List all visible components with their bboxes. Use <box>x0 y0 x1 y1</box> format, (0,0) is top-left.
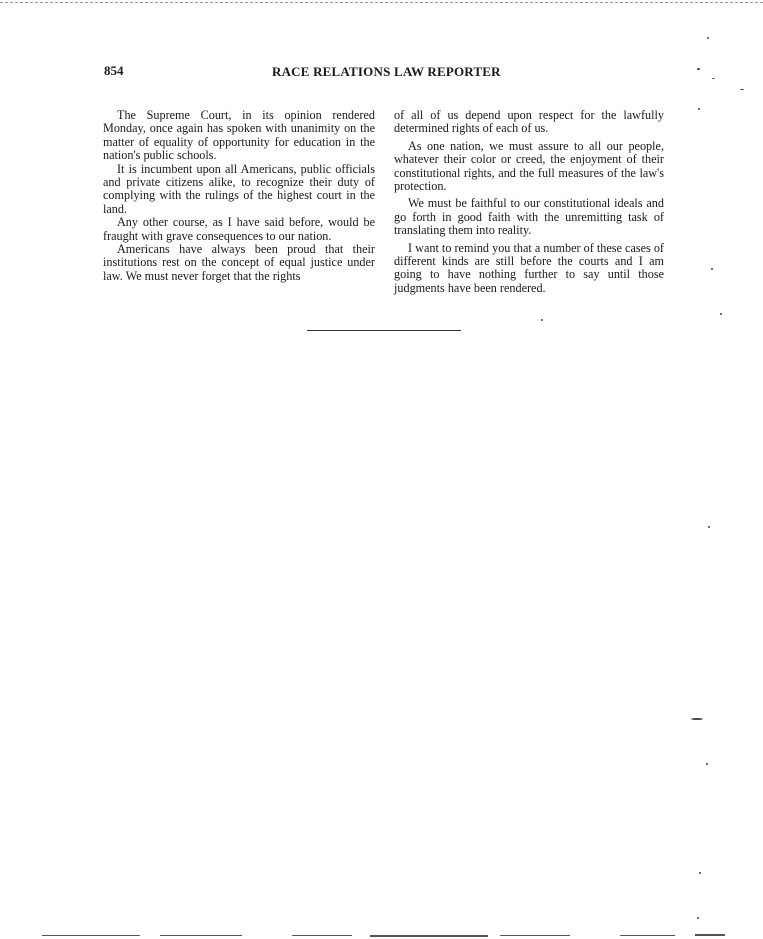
scan-speck <box>708 526 710 528</box>
scan-speck <box>698 108 700 110</box>
scan-speck <box>697 68 700 70</box>
scan-speck <box>711 268 713 270</box>
running-head: RACE RELATIONS LAW REPORTER <box>272 64 501 79</box>
paragraph: As one nation, we must assure to all our people, whatever their color or creed, the enjoyment of their constitutional rights, and the full measures of the law's protection. <box>394 138 664 194</box>
scan-top-edge <box>0 2 763 3</box>
right-column <box>394 109 664 295</box>
scan-bottom-edge <box>695 934 725 936</box>
scan-speck <box>697 917 699 919</box>
scan-bottom-edge <box>620 935 675 936</box>
left-column <box>103 109 375 283</box>
scan-speck <box>706 763 708 765</box>
scan-speck <box>691 718 703 720</box>
page-number: 854 <box>104 63 124 78</box>
paragraph: It is incumbent upon all Americans, public officials and private citizens alike, to recognize their duty of complying with the rulings of the highest court in the land. <box>103 161 375 216</box>
scan-speck <box>699 872 701 874</box>
paragraph-continued: of all of us depend upon respect for the lawfully determined rights of each of us. <box>394 108 664 136</box>
paragraph: We must be faithful to our constitutional ideals and go forth in good faith with the unremitting task of translating them into reality. <box>394 196 664 238</box>
scan-bottom-edge <box>160 935 242 936</box>
scan-speck <box>712 78 715 79</box>
scan-bottom-edge <box>370 935 488 937</box>
section-end-rule <box>307 330 461 331</box>
scan-speck <box>740 89 744 90</box>
scan-speck <box>541 319 543 321</box>
scan-speck <box>720 313 722 315</box>
paragraph: I want to remind you that a number of these cases of different kinds are still before the courts and I am going to have nothing further to say until those judgments have been rendered. <box>394 240 664 295</box>
paragraph: The Supreme Court, in its opinion rendered Monday, once again has spoken with unanimity on the matter of equality of opportunity for education in the nation's public schools. <box>103 108 375 163</box>
scan-speck <box>707 37 709 39</box>
scan-bottom-edge <box>42 935 140 936</box>
paragraph: Any other course, as I have said before, would be fraught with grave consequences to our nation. <box>103 215 375 243</box>
scan-bottom-edge <box>500 935 570 936</box>
scan-bottom-edge <box>292 935 352 936</box>
paragraph: Americans have always been proud that their institutions rest on the concept of equal justice under law. We must never forget that the rights <box>103 242 375 283</box>
